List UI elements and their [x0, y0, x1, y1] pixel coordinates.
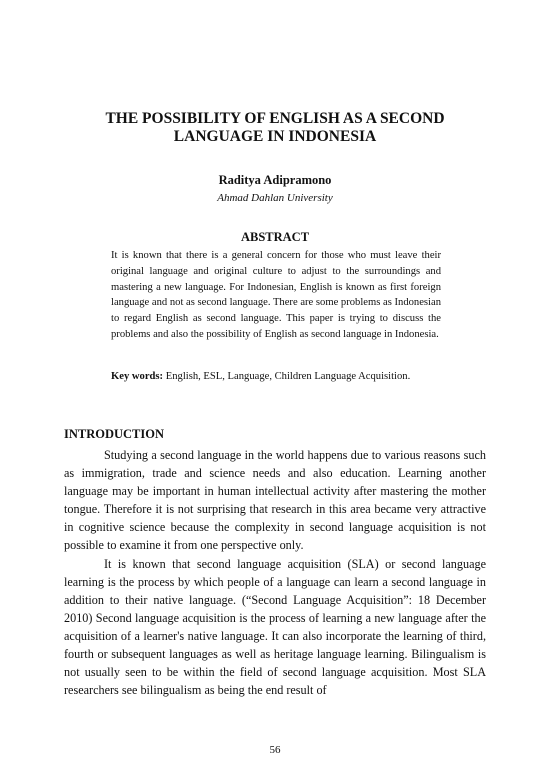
abstract-heading: ABSTRACT [240, 230, 310, 244]
author-name: Raditya Adipramono [218, 173, 332, 187]
introduction-body [64, 446, 486, 699]
body-paragraph: It is known that second language acquisition (SLA) or second language learning is the process by which people of a language can learn a second language in addition to their native language. (“Second Language Acquisition”: 18 December 2010) Second language acquisition is the process of learning a new language after the acquisition of a learner's native language. It can also incorporate the learning of third, fourth or subsequent languages as well as heritage language learning. Bilingualism is not usually seen to be within the field of second language acquisition. Most SLA researchers see bilingualism as being the end result of [64, 556, 486, 698]
section-heading-introduction: INTRODUCTION [64, 427, 165, 441]
abstract-text: It is known that there is a general concern for those who must leave their original language and original culture to adjust to the surroundings and mastering a new language. For Indonesian, English is known as first foreign language and not as second language. There are some problems as Indonesian to regard English as second language. This paper is trying to discuss the problems and also the possibility of English as second language in Indonesia. [111, 250, 441, 340]
page-number: 56 [269, 744, 281, 756]
keywords-label: Key words: [111, 371, 164, 382]
keywords-text: English, ESL, Language, Children Language Acquisition. [165, 371, 411, 382]
paper-title: THE POSSIBILITY OF ENGLISH AS A SECOND LANGUAGE IN INDONESIA [105, 110, 445, 145]
body-paragraph: Studying a second language in the world happens due to various reasons such as immigration, trade and science needs and also education. Learning another language may be important in human intellectual activity after mastering the mother tongue. Therefore it is not surprising that research in this area became very attractive in cognitive science because the complexity in second language acquisition is not possible to examine it from one perspective only. [64, 448, 486, 553]
author-affiliation: Ahmad Dahlan University [217, 192, 333, 204]
keywords [111, 370, 456, 384]
